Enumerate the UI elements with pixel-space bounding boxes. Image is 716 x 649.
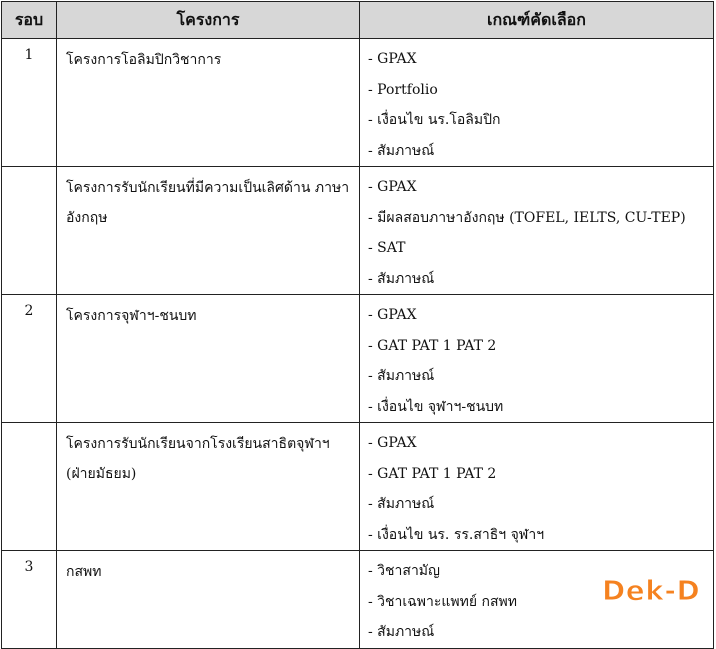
round-cell (2, 423, 57, 551)
criteria-item: - GPAX (368, 307, 417, 323)
project-cell: กสพท (57, 551, 360, 649)
table-row (2, 167, 714, 295)
round-cell (2, 167, 57, 295)
criteria-cell (360, 39, 714, 167)
round-cell: 3 (2, 551, 57, 649)
criteria-item: - SAT (368, 240, 406, 256)
round-cell: 1 (2, 39, 57, 167)
criteria-item: - GAT PAT 1 PAT 2 (368, 337, 497, 354)
project-cell: โครงการจุฬาฯ-ชนบท (57, 295, 360, 423)
project-cell: โครงการรับนักเรียนที่มีความเป็นเลิศด้าน ภาษาอังกฤษ (57, 167, 360, 295)
table-row (2, 295, 714, 423)
criteria-item: - GAT PAT 1 PAT 2 (368, 465, 497, 482)
criteria-cell (360, 295, 714, 423)
criteria-item: - วิชาสามัญ (368, 563, 440, 579)
criteria-item: - สัมภาษณ์ (368, 142, 435, 159)
criteria-item: - เงื่อนไข นร.โอลิมปิก (368, 112, 501, 128)
project-cell: โครงการโอลิมปิกวิชาการ (57, 39, 360, 167)
criteria-item: - GPAX (368, 179, 417, 195)
header-round: รอบ (2, 2, 57, 39)
round-cell: 2 (2, 295, 57, 423)
header-criteria: เกณฑ์คัดเลือก (360, 2, 714, 39)
criteria-cell (360, 167, 714, 295)
criteria-item: - สัมภาษณ์ (368, 496, 435, 512)
criteria-item: - มีผลสอบภาษาอังกฤษ (TOFEL, IELTS, CU-TEP) (368, 209, 686, 226)
criteria-item: - Portfolio (368, 81, 438, 98)
criteria-item: - เงื่อนไข นร. รร.สาธิฯ จุฬาฯ (368, 526, 545, 543)
table-row (2, 423, 714, 551)
table-header-row (2, 2, 714, 39)
criteria-item: - สัมภาษณ์ (368, 270, 435, 287)
table-row (2, 39, 714, 167)
criteria-table (1, 1, 714, 649)
project-cell: โครงการรับนักเรียนจากโรงเรียนสาธิตจุฬาฯ (ฝ่ายมัธยม) (57, 423, 360, 551)
criteria-item: - GPAX (368, 435, 417, 451)
dek-d-watermark-logo: Dek-D (602, 574, 701, 607)
criteria-cell (360, 423, 714, 551)
criteria-item: - เงื่อนไข จุฬาฯ-ชนบท (368, 398, 504, 415)
criteria-item: - วิชาเฉพาะแพทย์ กสพท (368, 593, 517, 610)
criteria-item: - GPAX (368, 51, 417, 67)
header-project: โครงการ (57, 2, 360, 39)
criteria-item: - สัมภาษณ์ (368, 624, 435, 640)
criteria-item: - สัมภาษณ์ (368, 368, 435, 384)
